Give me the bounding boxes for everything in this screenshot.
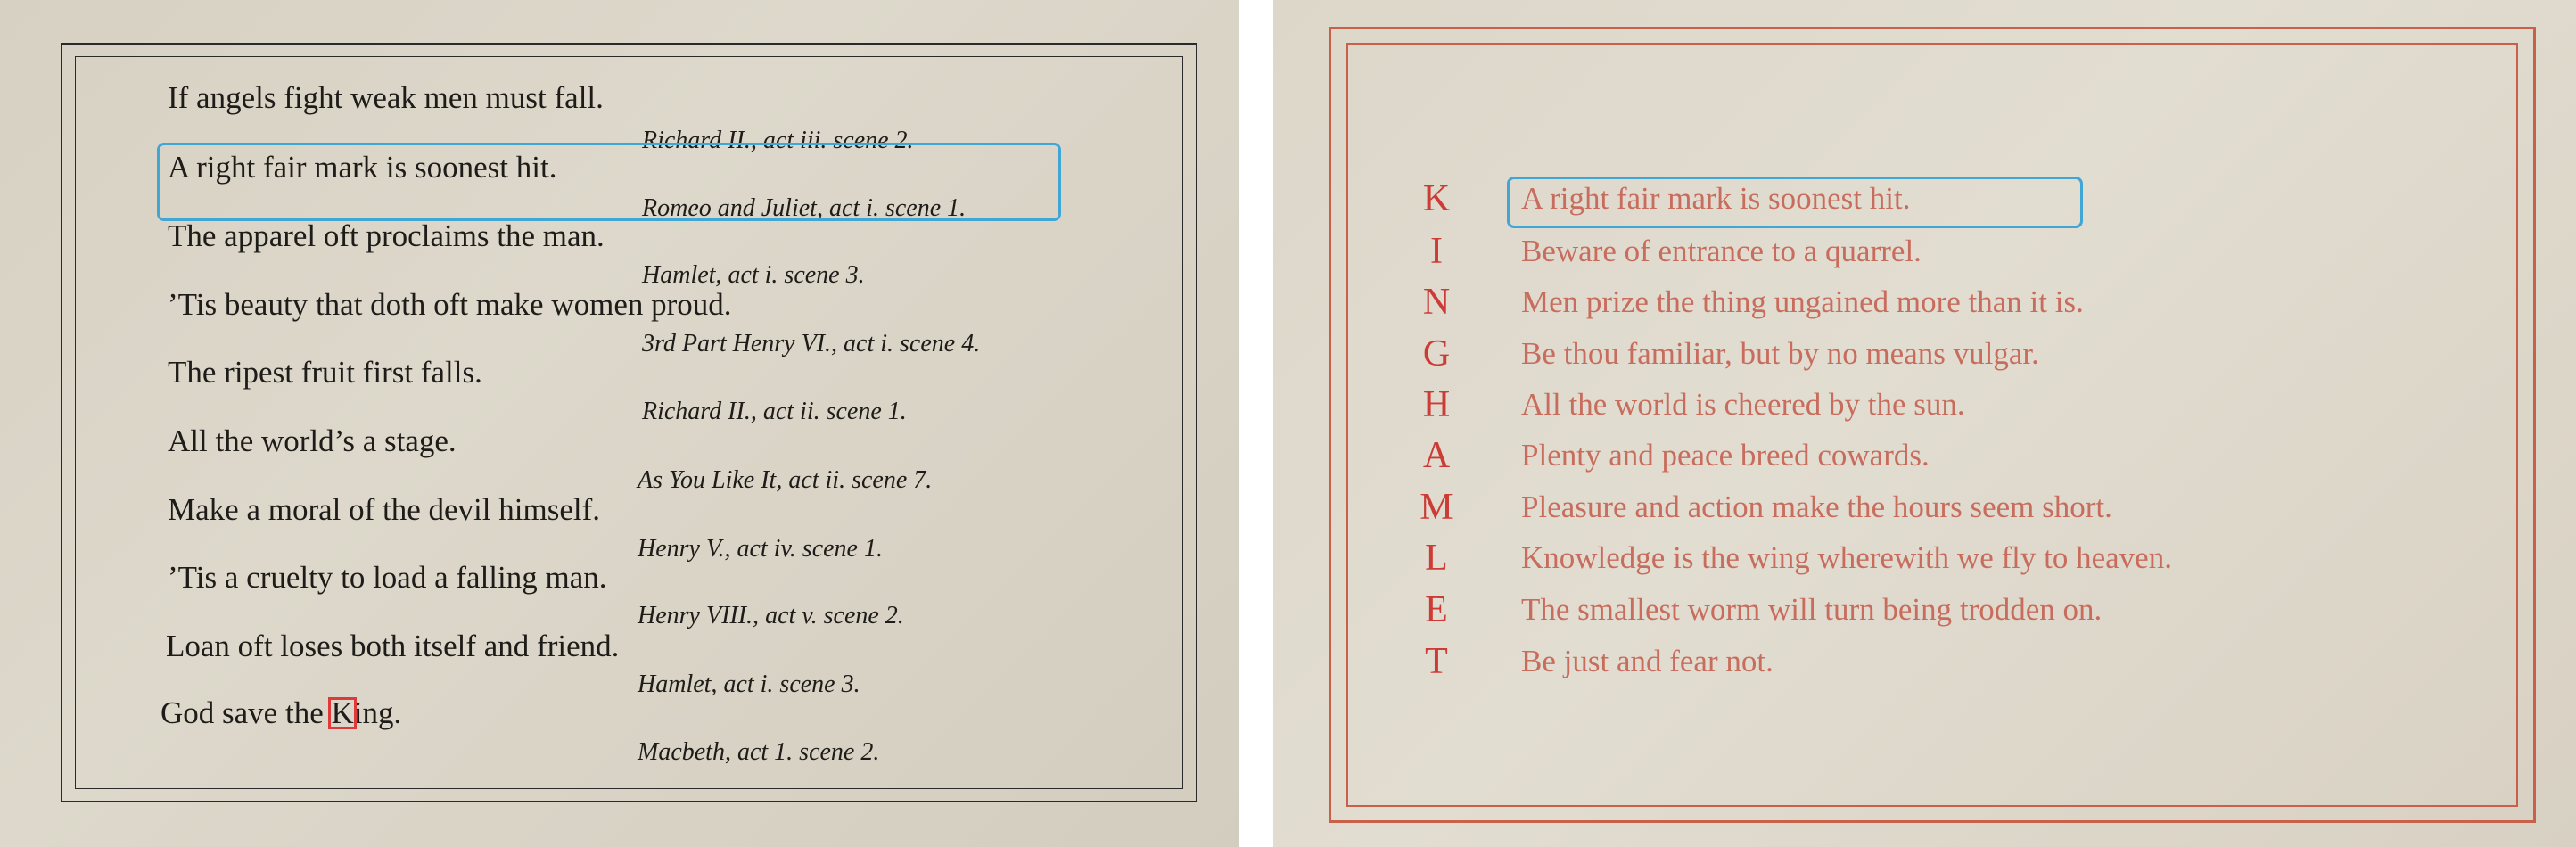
left-source-citation: [642, 330, 980, 358]
left-quote: ’Tis a cruelty to load a falling man.: [168, 560, 607, 595]
right-inner-border: [1346, 43, 2518, 807]
acrostic-quote: Men prize the thing ungained more than it is.: [1521, 284, 2084, 319]
right-card: [1273, 0, 2576, 847]
play-title: Henry V.,: [638, 535, 731, 563]
right-quote-highlight-box: [1507, 177, 2083, 228]
acrostic-letter: N: [1422, 282, 1451, 323]
play-title: Macbeth,: [638, 738, 731, 766]
quote-text-end: ing.: [353, 695, 402, 730]
acrostic-quote: Be thou familiar, but by no means vulgar.: [1521, 336, 2039, 371]
left-quote: ’Tis beauty that doth oft make women proud.: [168, 287, 732, 322]
left-quote: A right fair mark is soonest hit.: [168, 150, 557, 185]
play-title: Hamlet,: [642, 261, 722, 289]
left-source-citation: [638, 535, 883, 563]
highlighted-letter-k: K: [331, 695, 353, 730]
acrostic-quote: All the world is cheered by the sun.: [1521, 387, 1965, 422]
acrostic-letter: M: [1420, 487, 1453, 528]
left-quote-highlight-box: [157, 143, 1061, 221]
play-title: As You Like It,: [638, 466, 783, 494]
play-title: Hamlet,: [638, 670, 718, 698]
acrostic-quote: A right fair mark is soonest hit.: [1521, 181, 1911, 216]
act-scene-ref: act i. scene 4.: [837, 330, 981, 358]
left-quote: Make a moral of the devil himself.: [168, 492, 600, 527]
left-source-citation: [642, 261, 865, 290]
acrostic-letter: L: [1425, 538, 1448, 579]
acrostic-letter: I: [1430, 231, 1443, 272]
left-quote: All the world’s a stage.: [168, 424, 457, 458]
act-scene-ref: act iv. scene 1.: [730, 535, 883, 563]
act-scene-ref: act 1. scene 2.: [730, 738, 880, 766]
left-source-citation: [638, 670, 860, 699]
left-quote: The apparel oft proclaims the man.: [168, 218, 605, 253]
play-title: Richard II.,: [642, 127, 757, 154]
left-quote: [160, 695, 401, 731]
acrostic-quote: Be just and fear not.: [1521, 644, 1774, 678]
quote-text-start: God save the: [160, 695, 332, 730]
act-scene-ref: act i. scene 1.: [822, 194, 967, 222]
letter-k-highlight-box: [328, 697, 356, 729]
play-title: Romeo and Juliet,: [642, 194, 823, 222]
act-scene-ref: act iii. scene 2.: [756, 127, 914, 154]
left-source-citation: [642, 398, 907, 426]
left-quote: The ripest fruit first falls.: [168, 355, 482, 390]
acrostic-quote: Beware of entrance to a quarrel.: [1521, 234, 1922, 268]
acrostic-letter: T: [1425, 641, 1448, 682]
left-source-citation: [638, 738, 879, 767]
left-quote: Loan oft loses both itself and friend.: [166, 629, 620, 663]
acrostic-quote: Knowledge is the wing wherewith we fly to heaven.: [1521, 540, 2172, 575]
act-scene-ref: act i. scene 3.: [721, 261, 865, 289]
acrostic-letter: K: [1422, 178, 1451, 219]
left-source-citation: [638, 466, 932, 495]
left-quote: If angels fight weak men must fall.: [168, 80, 604, 115]
act-scene-ref: act ii. scene 1.: [756, 398, 907, 425]
left-card: [0, 0, 1239, 847]
play-title: Henry VIII.,: [638, 602, 760, 629]
left-source-citation: [638, 602, 904, 630]
acrostic-quote: The smallest worm will turn being trodden on.: [1521, 592, 2103, 627]
act-scene-ref: act i. scene 3.: [717, 670, 860, 698]
play-title: Richard II.,: [642, 398, 757, 425]
acrostic-letter: A: [1422, 435, 1451, 476]
play-title: 3rd Part Henry VI.,: [642, 330, 838, 358]
acrostic-quote: Plenty and peace breed cowards.: [1521, 438, 1930, 473]
card-gutter: [1239, 0, 1273, 847]
act-scene-ref: act v. scene 2.: [759, 602, 904, 629]
acrostic-quote: Pleasure and action make the hours seem short.: [1521, 489, 2112, 524]
acrostic-letter: H: [1422, 384, 1451, 425]
acrostic-letter: G: [1422, 333, 1451, 374]
act-scene-ref: act ii. scene 7.: [782, 466, 933, 494]
acrostic-letter: E: [1425, 589, 1448, 630]
